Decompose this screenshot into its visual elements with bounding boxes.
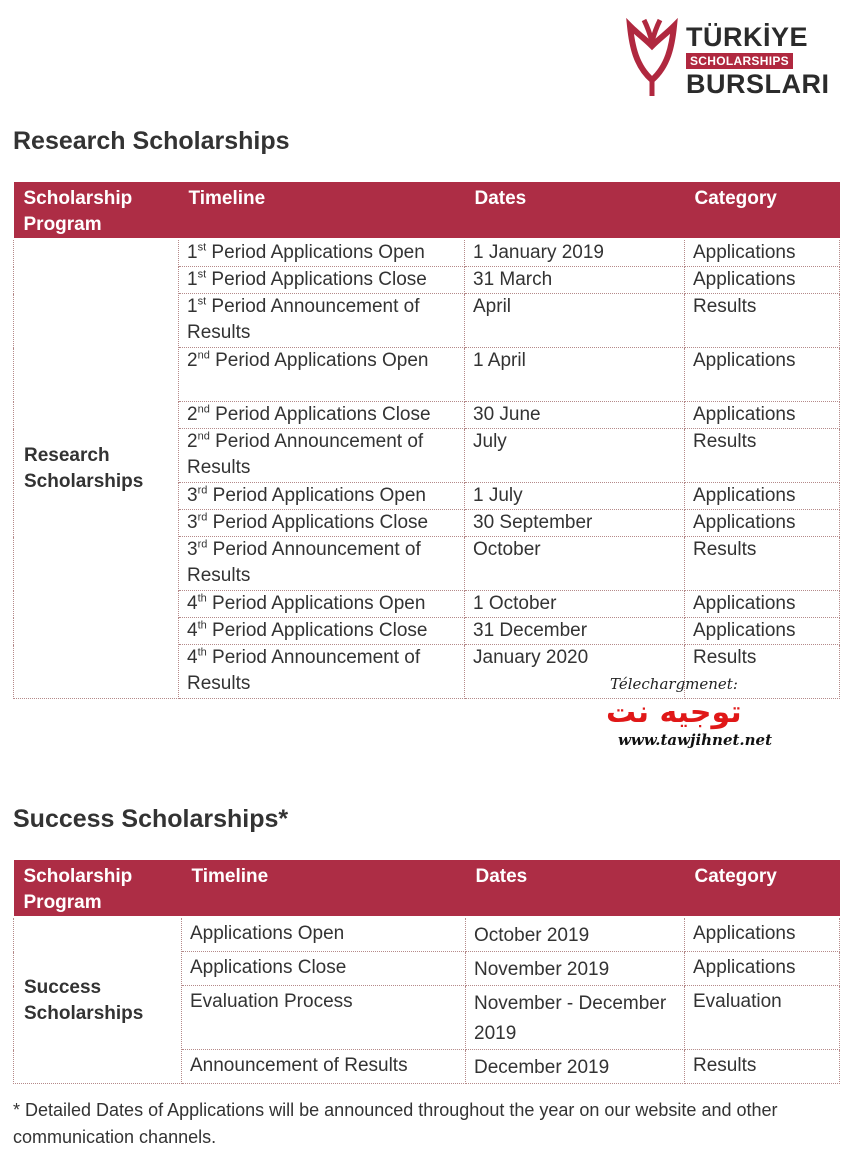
watermark-url: www.tawjihnet.net — [618, 731, 773, 749]
category-cell: Applications — [685, 618, 840, 645]
tulip-logo-icon — [622, 16, 682, 98]
category-cell: Results — [685, 294, 840, 348]
tawjihnet-watermark — [604, 672, 774, 754]
period-number: 4 — [187, 593, 198, 614]
period-number: 2 — [187, 404, 198, 425]
date-cell: January 2020 — [465, 645, 685, 699]
period-ordinal-suffix: nd — [197, 349, 210, 362]
success-schedule-table — [13, 860, 840, 1084]
date-cell: 31 March — [465, 267, 685, 294]
research-section-title: Research Scholarships — [13, 127, 290, 155]
program-name: Success Scholarships — [14, 917, 182, 1084]
logo-line-1: TÜRKİYE — [686, 22, 809, 52]
timeline-cell: Applications Open — [182, 917, 466, 952]
header-program: Scholarship Program — [14, 860, 182, 917]
category-cell: Results — [685, 537, 840, 591]
period-ordinal-suffix: nd — [197, 430, 210, 443]
timeline-cell — [179, 618, 465, 645]
research-schedule-table — [13, 182, 840, 699]
period-ordinal-suffix: st — [197, 241, 207, 254]
period-number: 4 — [187, 647, 198, 668]
timeline-cell — [179, 591, 465, 618]
period-number: 4 — [187, 620, 198, 641]
header-category: Category — [685, 860, 840, 917]
logo-line-3: BURSLARI — [686, 69, 830, 99]
period-number: 1 — [187, 269, 198, 290]
timeline-label: Period Applications Close — [211, 269, 427, 290]
category-cell: Applications — [685, 402, 840, 429]
date-cell: April — [465, 294, 685, 348]
header-dates: Dates — [465, 182, 685, 239]
success-section-title: Success Scholarships* — [13, 805, 289, 833]
period-ordinal-suffix: st — [197, 268, 207, 281]
timeline-label: Period Applications Open — [212, 593, 426, 614]
category-cell: Applications — [685, 952, 840, 986]
header-category: Category — [685, 182, 840, 239]
category-cell: Applications — [685, 267, 840, 294]
category-cell: Results — [685, 645, 840, 699]
program-name: Research Scholarships — [14, 239, 179, 699]
footnote: * Detailed Dates of Applications will be announced throughout the year on our website and other communication channels. — [13, 1100, 778, 1147]
header-timeline: Timeline — [182, 860, 466, 917]
category-cell: Evaluation — [685, 986, 840, 1050]
category-cell: Applications — [685, 591, 840, 618]
timeline-cell — [179, 402, 465, 429]
timeline-cell: Announcement of Results — [182, 1050, 466, 1084]
period-ordinal-suffix: th — [197, 646, 207, 659]
timeline-cell — [179, 645, 465, 699]
watermark-arabic-logo: توجيه نت — [606, 695, 742, 730]
timeline-cell — [179, 267, 465, 294]
timeline-label: Period Applications Close — [215, 404, 431, 425]
logo-line-2: SCHOLARSHIPS — [686, 53, 793, 69]
timeline-label: Period Announcement of Results — [187, 296, 420, 343]
period-number: 2 — [187, 350, 198, 371]
timeline-label: Period Applications Open — [215, 350, 429, 371]
date-cell: 1 April — [465, 348, 685, 402]
date-cell: 1 January 2019 — [465, 239, 685, 267]
date-cell: December 2019 — [466, 1050, 685, 1084]
period-number: 1 — [187, 242, 198, 263]
category-cell: Applications — [685, 483, 840, 510]
category-cell: Results — [685, 429, 840, 483]
header-program: Scholarship Program — [14, 182, 179, 239]
category-cell: Applications — [685, 917, 840, 952]
timeline-cell — [179, 537, 465, 591]
timeline-cell — [179, 429, 465, 483]
timeline-cell — [179, 294, 465, 348]
period-ordinal-suffix: nd — [197, 403, 210, 416]
category-cell: Applications — [685, 348, 840, 402]
period-ordinal-suffix: th — [197, 592, 207, 605]
period-number: 1 — [187, 296, 198, 317]
date-cell: 30 June — [465, 402, 685, 429]
date-cell: 31 December — [465, 618, 685, 645]
timeline-label: Period Announcement of Results — [187, 647, 421, 694]
timeline-cell: Evaluation Process — [182, 986, 466, 1050]
period-number: 3 — [187, 539, 198, 560]
timeline-cell — [179, 239, 465, 267]
timeline-label: Period Announcement of Results — [187, 539, 421, 586]
date-cell: 1 July — [465, 483, 685, 510]
table-row — [14, 917, 840, 952]
period-ordinal-suffix: th — [197, 619, 207, 632]
watermark-download-label: Télechargmenet: — [610, 675, 738, 693]
period-ordinal-suffix: rd — [197, 511, 208, 524]
timeline-label: Period Announcement of Results — [187, 431, 424, 478]
category-cell: Applications — [685, 239, 840, 267]
timeline-label: Period Applications Close — [212, 512, 429, 533]
date-cell: October 2019 — [466, 917, 685, 952]
date-cell: November 2019 — [466, 952, 685, 986]
period-ordinal-suffix: rd — [197, 538, 208, 551]
date-cell: July — [465, 429, 685, 483]
header-dates: Dates — [466, 860, 685, 917]
timeline-cell — [179, 483, 465, 510]
period-number: 3 — [187, 512, 198, 533]
date-cell: 30 September — [465, 510, 685, 537]
timeline-cell: Applications Close — [182, 952, 466, 986]
turkiye-burslari-logo — [622, 14, 832, 100]
date-cell: November - December 2019 — [466, 986, 685, 1050]
category-cell: Applications — [685, 510, 840, 537]
period-number: 2 — [187, 431, 198, 452]
period-number: 3 — [187, 485, 198, 506]
category-cell: Results — [685, 1050, 840, 1084]
period-ordinal-suffix: rd — [197, 484, 208, 497]
timeline-label: Period Applications Open — [212, 485, 427, 506]
timeline-label: Period Applications Close — [212, 620, 428, 641]
timeline-cell — [179, 348, 465, 402]
date-cell: October — [465, 537, 685, 591]
header-timeline: Timeline — [179, 182, 465, 239]
timeline-cell — [179, 510, 465, 537]
date-cell: 1 October — [465, 591, 685, 618]
table-row — [14, 239, 840, 267]
period-ordinal-suffix: st — [197, 295, 207, 308]
timeline-label: Period Applications Open — [211, 242, 425, 263]
